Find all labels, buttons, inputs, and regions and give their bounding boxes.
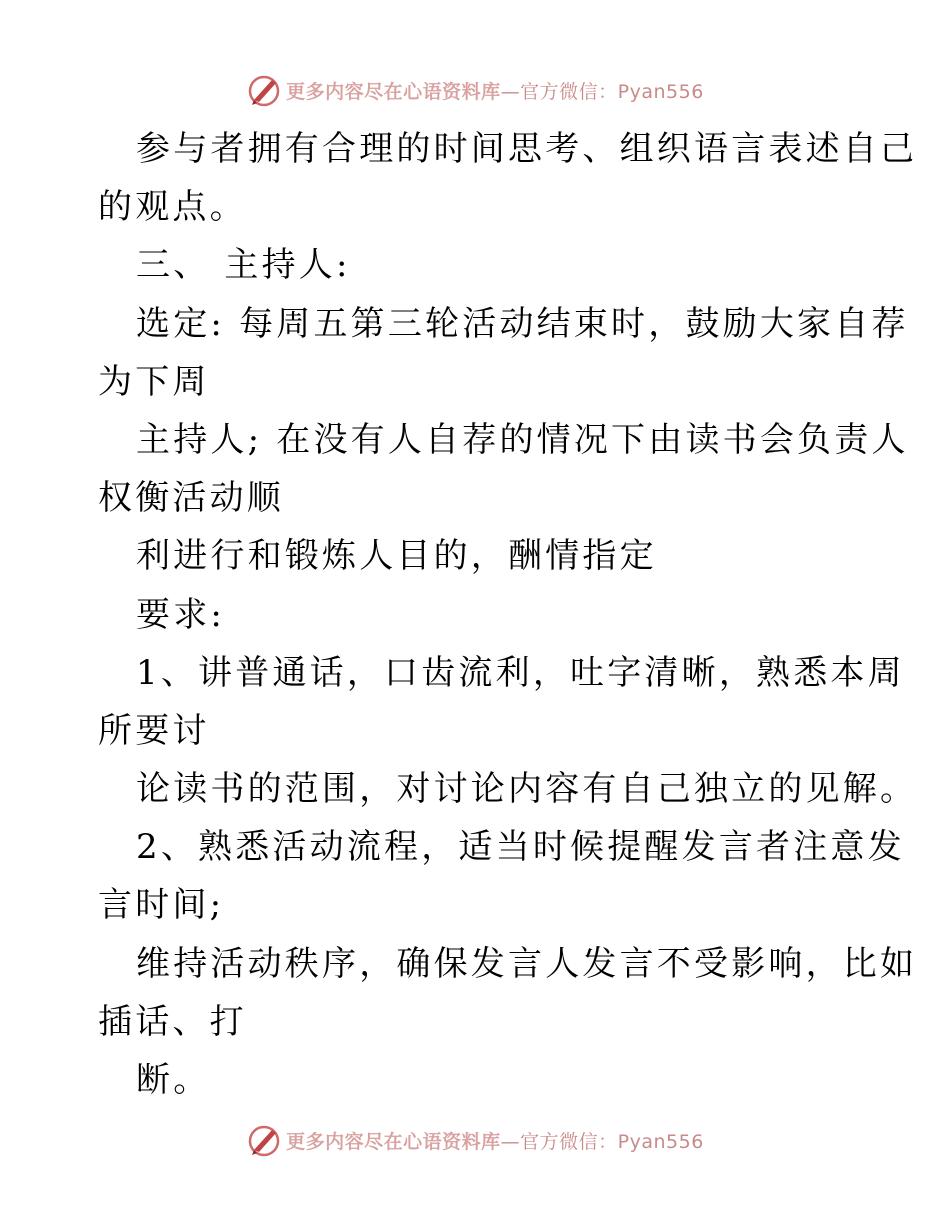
document-body (98, 120, 918, 1109)
text-line: 选定: 每周五第三轮活动结束时，鼓励大家自荐 (136, 303, 909, 344)
text-line: 断。 (136, 1060, 211, 1100)
watermark-text: 更多内容尽在心语资料库 (286, 80, 501, 103)
text-line: 维持活动秩序，确保发言人发言不受影响，比如 (136, 943, 918, 984)
watermark-suffix: —官方微信：Pyan556 (500, 1130, 704, 1153)
text-line: 言时间; (98, 885, 225, 926)
text-line: 参与者拥有合理的时间思考、组织语言表述自己 (136, 129, 918, 169)
text-line: 所要讨 (98, 710, 210, 751)
text-line: 插话、打 (98, 1001, 247, 1042)
text-line: 权衡活动顺 (98, 478, 284, 519)
watermark-suffix: —官方微信：Pyan556 (500, 80, 704, 103)
watermark-text: 更多内容尽在心语资料库 (286, 1130, 501, 1153)
footer-watermark (0, 1118, 950, 1162)
pen-logo-icon (246, 1122, 282, 1158)
text-line: 2、熟悉活动流程，适当时候提醒发言者注意发 (136, 827, 905, 868)
pen-logo-icon (246, 72, 282, 108)
text-line: 利进行和锻炼人目的，酬情指定 (136, 536, 657, 577)
header-watermark (0, 68, 950, 112)
text-line: 主持人; 在没有人自荐的情况下由读书会负责人 (136, 419, 909, 460)
text-line: 论读书的范围，对讨论内容有自己独立的见解。 (136, 769, 918, 810)
text-line: 要求: (136, 594, 226, 635)
text-line: 1、讲普通话，口齿流利，吐字清晰，熟悉本周 (136, 652, 905, 693)
text-line: 为下周 (98, 361, 210, 402)
text-line: 三、 主持人: (136, 245, 351, 286)
text-line: 的观点。 (98, 187, 247, 228)
